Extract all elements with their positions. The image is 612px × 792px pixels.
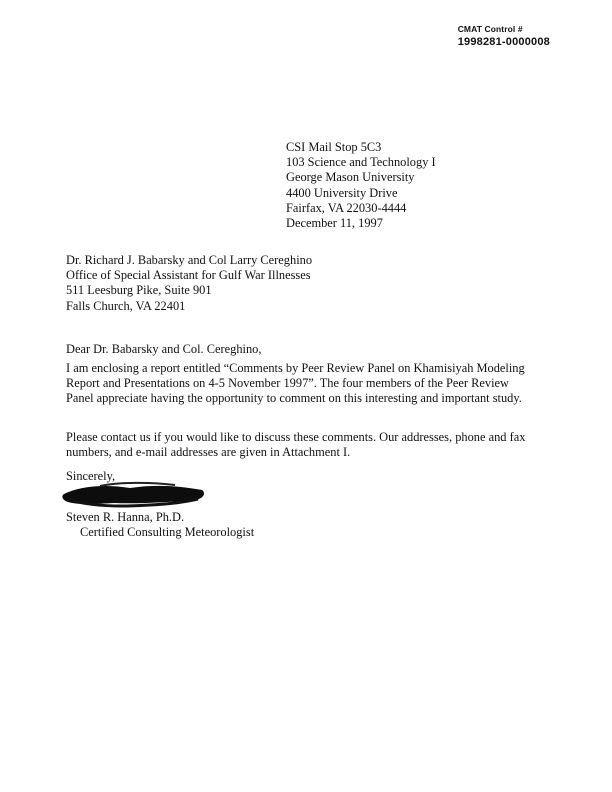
control-number: 1998281-0000008 — [457, 36, 550, 48]
sender-line: 103 Science and Technology I — [286, 155, 436, 170]
sender-address — [286, 140, 436, 231]
recipient-line: Dr. Richard J. Babarsky and Col Larry Cereghino — [66, 253, 313, 267]
control-stamp — [458, 24, 550, 48]
recipient-line: 511 Leesburg Pike, Suite 901 — [66, 283, 212, 298]
recipient-line: Office of Special Assistant for Gulf War Illnesses — [66, 268, 311, 283]
sender-line: George Mason University — [286, 170, 415, 185]
salutation: Dear Dr. Babarsky and Col. Cereghino, — [66, 342, 262, 356]
control-label: CMAT Control # — [457, 24, 523, 34]
body-paragraph: I am enclosing a report entitled “Comments by Peer Review Panel on Khamisiyah Modeling Report and Presentations on 4-5 November 1997”. The four members of the Peer Review Panel appreciate having the opportunity to comment on this interesting and important study. — [66, 361, 525, 406]
sender-line: CSI Mail Stop 5C3 — [286, 140, 382, 154]
sender-line: Fairfax, VA 22030-4444 — [286, 200, 407, 215]
recipient-address — [66, 253, 312, 314]
body-paragraph: Please contact us if you would like to discuss these comments. Our addresses, phone and fax numbers, and e-mail addresses are given in Attachment I. — [66, 430, 526, 460]
redacted-signature — [60, 480, 210, 510]
sender-line: 4400 University Drive — [286, 185, 398, 200]
signer-title: Certified Consulting Meteorologist — [80, 525, 255, 539]
signer-name: Steven R. Hanna, Ph.D. — [66, 510, 185, 524]
letter-date: December 11, 1997 — [286, 216, 383, 231]
recipient-line: Falls Church, VA 22401 — [66, 298, 186, 313]
valediction: Sincerely, — [66, 469, 116, 483]
